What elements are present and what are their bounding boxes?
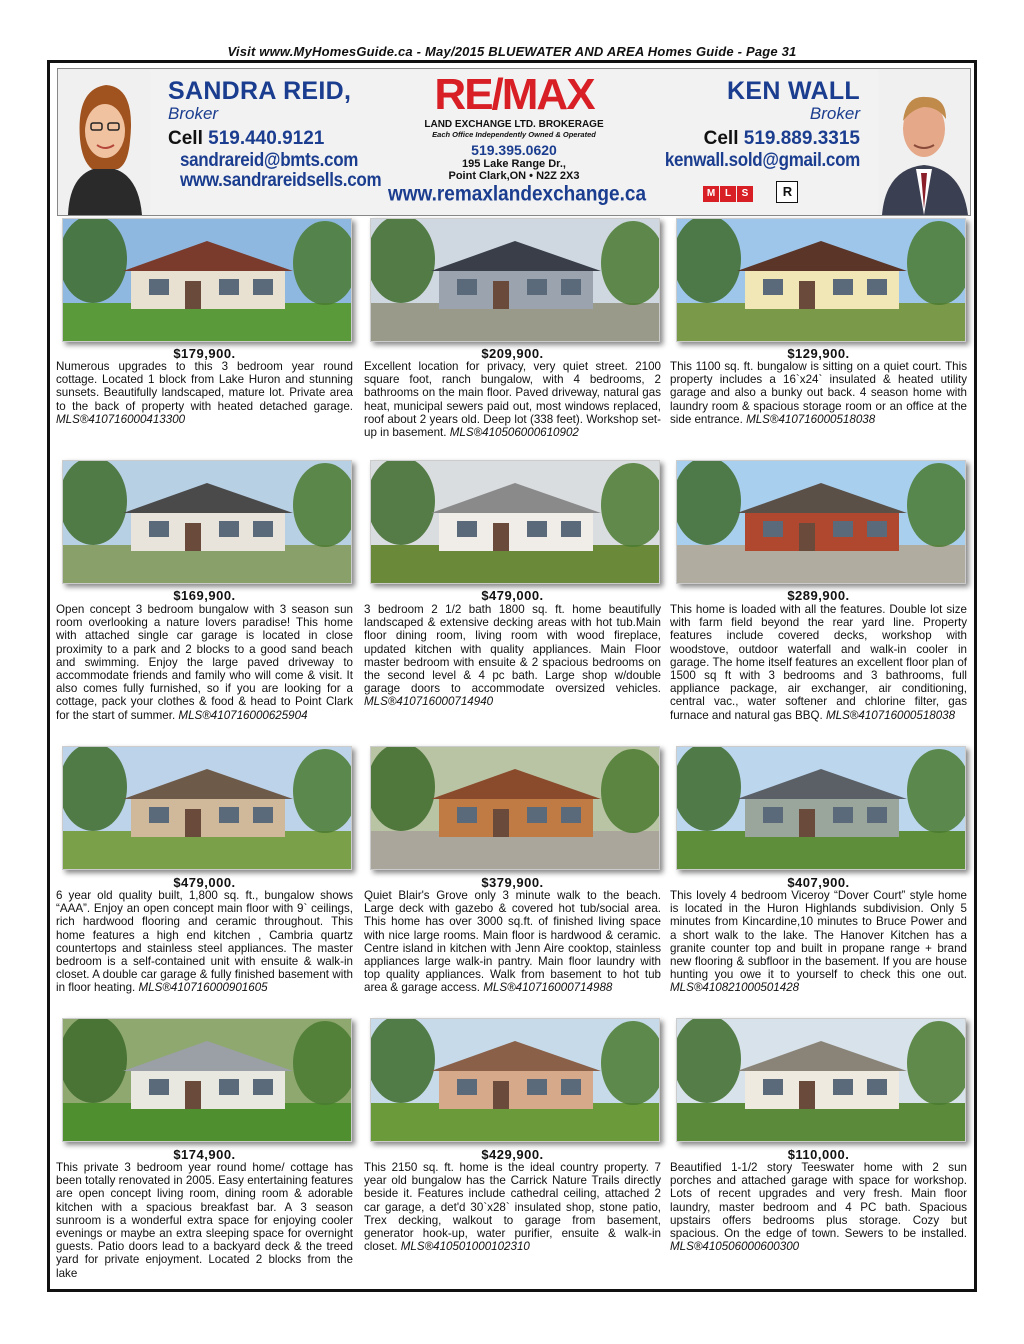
listing-description bbox=[670, 603, 967, 722]
house-photo bbox=[676, 746, 966, 870]
mls-logo-icon: L bbox=[720, 186, 736, 202]
listing-description bbox=[56, 1161, 353, 1280]
brokerage-website[interactable]: www.remaxlandexchange.ca bbox=[388, 182, 647, 206]
listing-price: $289,900. bbox=[787, 588, 850, 603]
agent-right-cell bbox=[630, 128, 860, 150]
listing-description bbox=[364, 889, 661, 995]
listing-price: $479,000. bbox=[481, 588, 544, 603]
agent-right-email[interactable]: kenwall.sold@gmail.com bbox=[664, 148, 860, 171]
listing-price: $429,900. bbox=[481, 1147, 544, 1162]
house-photo bbox=[370, 218, 660, 342]
cell-label: Cell bbox=[703, 128, 739, 149]
listing-description bbox=[56, 889, 353, 995]
listing-description bbox=[56, 603, 353, 722]
house-photo bbox=[62, 460, 352, 584]
listing-text: This 1100 sq. ft. bungalow is sitting on a quiet court. This property includes a 16`x24` insulated & heated utility garage and also a bunky out back. 4 season home with laundry room & spacious storage room or an office at the side entrance. bbox=[670, 360, 967, 426]
listing-mls-number: MLS®410821000501428 bbox=[670, 981, 800, 995]
listing-mls-number: MLS®410506000600300 bbox=[670, 1240, 800, 1254]
listing-text: This private 3 bedroom year round home/ cottage has been totally renovated in 2005. Easy entertaining features are open concept living room, dining room & adorable kitchen with a spacious breakfast bar. A 3 season sunroom is a wonderful extra space for enjoying cooler evenings or maybe an extra sleeping space for overnight guests. Patio doors lead to a backyard deck & the treed yard for private enjoyment. Located 2 blocks from the lake bbox=[56, 1161, 353, 1280]
listing-description bbox=[670, 889, 967, 995]
office-address-line2: Point Clark,ON • N2Z 2X3 bbox=[448, 170, 580, 182]
listing-description bbox=[364, 1161, 661, 1253]
agent-left-email[interactable]: sandrareid@bmts.com bbox=[180, 148, 359, 171]
ken-wall-portrait bbox=[878, 69, 970, 215]
brokerage-name: LAND EXCHANGE LTD. BROKERAGE bbox=[424, 119, 604, 130]
house-photo bbox=[370, 460, 660, 584]
listing-description bbox=[670, 1161, 967, 1253]
listing-mls-number: MLS®410716000518038 bbox=[746, 412, 876, 426]
listing-mls-number: MLS®410501000102310 bbox=[400, 1240, 530, 1254]
listing-text: 3 bedroom 2 1/2 bath 1800 sq. ft. home beautifully landscaped & extensive decking areas with hot tub.Main floor dining room, living room with wood fireplace, updated kitchen with quality appliances. Main Floor master bedroom with ensuite & 2 spacious bedrooms on the second level & 4 pc bath. Large shop w/double garage doors to accommodate oversized vehicles. bbox=[364, 603, 661, 696]
listing-mls-number: MLS®410716000714940 bbox=[364, 695, 494, 709]
house-photo bbox=[62, 746, 352, 870]
listing-price: $129,900. bbox=[787, 346, 850, 361]
listing-description bbox=[56, 360, 353, 426]
agent-right-info bbox=[630, 77, 860, 170]
agent-right-cell-number[interactable]: 519.889.3315 bbox=[743, 128, 860, 149]
listing-mls-number: MLS®410716000518038 bbox=[825, 708, 956, 722]
house-photo bbox=[62, 218, 352, 342]
agent-right-role: Broker bbox=[809, 104, 860, 123]
listing-text: Quiet Blair's Grove only 3 minute walk to the beach. Large deck with gazebo & covered hot tub/social area. This home has over 3000 sq.ft. of finished living space with nice large rooms. Main floor is hardwood & ceramic. Centre island in kitchen with Jenn Aire cooktop, stainless appliances large walk-in pantry. Main floor laundry with top quality appliances. Walk from basement to hot tub area & garage access. bbox=[364, 889, 661, 995]
listing-mls-number: MLS®410716000901605 bbox=[138, 981, 268, 995]
agent-left-cell bbox=[168, 128, 388, 150]
listing-description bbox=[364, 360, 661, 439]
house-photo bbox=[370, 1018, 660, 1142]
listing-price: $209,900. bbox=[481, 346, 544, 361]
mls-logo-icon: S bbox=[737, 186, 753, 202]
listing-text: Beautified 1-1/2 story Teeswater home with 2 sun porches and attached garage with space for workshop. Lots of recent upgrades and very fresh. Main floor laundry, master bedroom and 4 PC bath. Spacious upstairs offers bedrooms plus storage. Cozy but spacious. On the edge of town. Sewers to be installed. bbox=[670, 1161, 967, 1241]
office-phone[interactable]: 519.395.0620 bbox=[471, 142, 557, 158]
cell-label: Cell bbox=[168, 128, 203, 149]
house-photo bbox=[370, 746, 660, 870]
listing-description bbox=[364, 603, 661, 709]
listing-text: This home is loaded with all the features. Double lot size with farm field beyond the rear yard line. Property features include covered decks, workshop with woodstove, outdoor waterfall and walk-in cooler in garage. The home itself features an excellent floor plan of 1500 sq ft with 3 bedrooms and 3 bathrooms, full appliance package, air exchanger, air conditioning, central vac., water softener and chlorine filter, gas furnace and natural gas BBQ. bbox=[670, 603, 967, 722]
listing-text: This 2150 sq. ft. home is the ideal country property. 7 year old bungalow has the Carrick Nature Trails directly beside it. Features include cathedral ceiling, attached 2 car garage, a det'd 30`x28` insulated shop, stone patio, Trex decking, walkout to garage from basement, generator hook-up, water purifier, ensuite & walk-in closet. bbox=[364, 1161, 661, 1254]
listing-price: $174,900. bbox=[173, 1147, 236, 1162]
realtor-logo-icon: R bbox=[776, 181, 798, 203]
listing-text: Numerous upgrades to this 3 bedroom year round cottage. Located 1 block from Lake Huron and stunning sunsets. Beautifully landscaped, mature lot. Private area to the back of property with heated detached garage. bbox=[56, 360, 353, 413]
house-photo bbox=[676, 460, 966, 584]
listing-price: $169,900. bbox=[173, 588, 236, 603]
listing-text: 6 year old quality built, 1,800 sq. ft., bungalow shows “AAA”. Enjoy an open concept main floor with 9` ceilings, rich hardwood flooring and ceramic throughout. This home features a high end kitchen , Cambria quartz countertops and stainless steel appliances. The master bedroom is a self-contained unit with ensuite & walk-in closet. A double car garage & fully finished basement with in floor heating. bbox=[56, 889, 353, 995]
brokerage-tagline: Each Office Independently Owned & Operated bbox=[432, 130, 596, 139]
agent-left-info bbox=[168, 77, 388, 190]
listing-text: Open concept 3 bedroom bungalow with 3 season sun room overlooking a nature lovers paradise! This home with attached single car garage is located in close proximity to a park and 2 blocks to a good sand beach and swimming. Enjoy the large paved driveway to accommodate friends and family who will come & visit. It also comes fully furnished, so if you are looking for a cottage, pack your clothes & food & head to Point Clark for the start of summer. bbox=[56, 603, 353, 722]
agent-left-website[interactable]: www.sandrareidsells.com bbox=[180, 168, 382, 191]
agent-left-cell-number[interactable]: 519.440.9121 bbox=[208, 128, 325, 149]
listing-mls-number: MLS®410506000610902 bbox=[449, 426, 579, 440]
remax-logo: RE/MAX bbox=[434, 70, 594, 119]
agent-banner bbox=[57, 68, 971, 216]
mls-logo-icon: M bbox=[703, 186, 719, 202]
listing-price: $379,900. bbox=[481, 875, 544, 890]
agent-left-role: Broker bbox=[168, 104, 219, 123]
badges bbox=[703, 181, 798, 203]
brokerage-block bbox=[388, 70, 647, 206]
house-photo bbox=[676, 218, 966, 342]
listing-price: $179,900. bbox=[173, 346, 236, 361]
listing-mls-number: MLS®410716000625904 bbox=[178, 708, 308, 722]
listing-price: $479,000. bbox=[173, 875, 236, 890]
listing-mls-number: MLS®410716000413300 bbox=[56, 412, 186, 426]
listing-text: This lovely 4 bedroom Viceroy “Dover Court” style home is located in the Huron Highlands subdivision. Only 5 minutes from Kincardine,10 minutes to Bruce Power and a short walk to the lake. The Hanover Kitchen has a granite counter top and built in propane range + brand new flooring & subfloor in the basement. If you are house hunting you owe it to yourself to check this one out. bbox=[670, 889, 967, 982]
page-header: Visit www.MyHomesGuide.ca - May/2015 BLUEWATER AND AREA Homes Guide - Page 31 bbox=[227, 44, 797, 59]
listing-price: $407,900. bbox=[787, 875, 850, 890]
agent-right-name: KEN WALL bbox=[727, 77, 860, 105]
listing-description bbox=[670, 360, 967, 426]
sandra-reid-portrait bbox=[58, 69, 150, 215]
office-address-line1: 195 Lake Range Dr., bbox=[462, 158, 566, 170]
house-photo bbox=[62, 1018, 352, 1142]
listing-text: Excellent location for privacy, very quiet street. 2100 square foot, ranch bungalow, with 4 bedrooms, 2 bathrooms on the main floor. Paved driveway, natural gas heat, municipal sewers paid out, most windows replaced, roof about 2 years old. Deep lot (338 feet). Workshop set-up in basement. bbox=[364, 360, 661, 440]
house-photo bbox=[676, 1018, 966, 1142]
agent-left-name: SANDRA REID, bbox=[168, 77, 352, 105]
listing-mls-number: MLS®410716000714988 bbox=[483, 981, 613, 995]
listing-price: $110,000. bbox=[787, 1147, 850, 1162]
